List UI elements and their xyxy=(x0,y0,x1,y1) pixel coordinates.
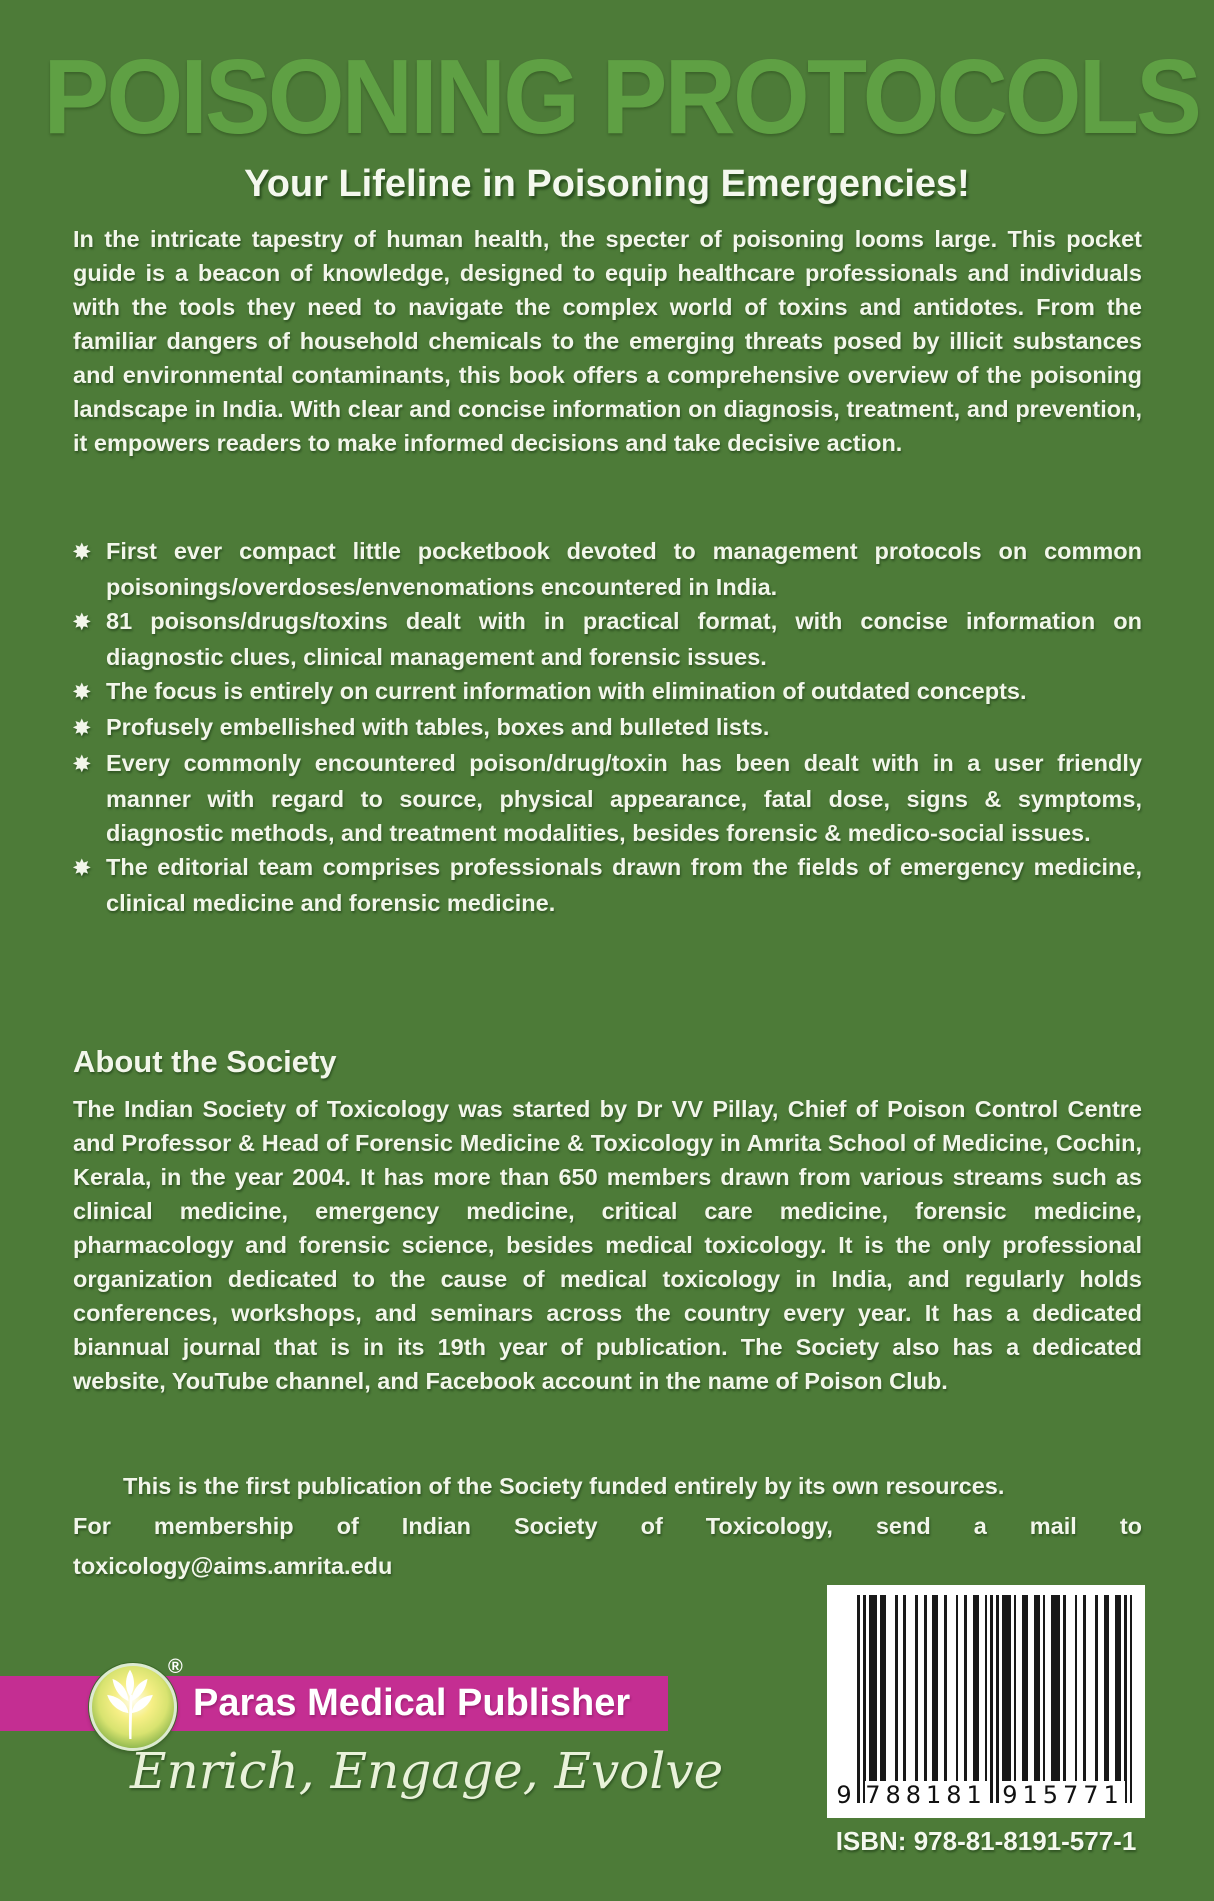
plant-leaves-logo-icon xyxy=(89,1663,177,1751)
isbn-text: ISBN: 978-81-8191-577-1 xyxy=(835,1826,1137,1856)
book-title-text: POISONING PROTOCOLS xyxy=(43,38,1200,156)
star-bullet-icon: ✸ xyxy=(73,681,91,704)
barcode-digit-group: 915771 xyxy=(1002,1781,1124,1809)
feature-text: The focus is entirely on current information with elimination of outdated concepts. xyxy=(106,678,1027,704)
barcode-digit-group: 788181 xyxy=(865,1781,987,1809)
star-bullet-icon: ✸ xyxy=(73,857,91,880)
feature-list xyxy=(73,534,1142,920)
feature-text: Profusely embellished with tables, boxes and bulleted lists. xyxy=(106,714,770,740)
star-bullet-icon: ✸ xyxy=(73,541,91,564)
feature-text: First ever compact little pocketbook devoted to management protocols on common poisonings/overdoses/envenomations encountered in India. xyxy=(106,538,1142,600)
contact-email: toxicology@aims.amrita.edu xyxy=(73,1553,393,1579)
publisher-tagline: Enrich, Engage, Evolve xyxy=(130,1742,724,1800)
feature-item xyxy=(73,604,1142,674)
star-bullet-icon: ✸ xyxy=(73,753,91,776)
feature-text: The editorial team comprises professionals drawn from the fields of emergency medicine, clinical medicine and forensic medicine. xyxy=(106,854,1142,916)
about-society-heading: About the Society xyxy=(73,1044,337,1079)
feature-item xyxy=(73,746,1142,850)
feature-item xyxy=(73,674,1142,710)
feature-item xyxy=(73,710,1142,746)
isbn-barcode xyxy=(827,1585,1145,1818)
feature-text: Every commonly encountered poison/drug/toxin has been dealt with in a user friendly manner with regard to source, physical appearance, fatal dose, signs & symptoms, diagnostic methods, and treatment modalities, besides forensic & medico-social issues. xyxy=(106,750,1142,846)
feature-text: 81 poisons/drugs/toxins dealt with in practical format, with concise information on diagnostic clues, clinical management and forensic issues. xyxy=(106,608,1142,670)
book-subtitle: Your Lifeline in Poisoning Emergencies! xyxy=(244,163,970,205)
feature-item xyxy=(73,534,1142,604)
star-bullet-icon: ✸ xyxy=(73,717,91,740)
intro-paragraph: In the intricate tapestry of human health, the specter of poisoning looms large. This pocket guide is a beacon of knowledge, designed to equip healthcare professionals and individuals with the tools they need to navigate the complex world of toxins and antidotes. From the familiar dangers of household chemicals to the emerging threats posed by illicit substances and environmental contaminants, this book offers a comprehensive overview of the poisoning landscape in India. With clear and concise information on diagnosis, treatment, and prevention, it empowers readers to make informed decisions and take decisive action. xyxy=(73,226,1142,456)
book-title xyxy=(0,38,1214,156)
publisher-name: Paras Medical Publisher xyxy=(193,1682,631,1724)
funding-line: This is the first publication of the Society funded entirely by its own resources. xyxy=(123,1473,1005,1499)
funding-line: For membership of Indian Society of Toxicology, send a mail to xyxy=(73,1513,1142,1539)
funding-paragraph xyxy=(73,1466,1142,1586)
registered-trademark-icon: ® xyxy=(168,1656,183,1678)
barcode-digit-group: 9 xyxy=(836,1781,852,1809)
feature-item xyxy=(73,850,1142,920)
about-society-paragraph: The Indian Society of Toxicology was started by Dr VV Pillay, Chief of Poison Control Centre and Professor & Head of Forensic Medicine & Toxicology in Amrita School of Medicine, Cochin, Kerala, in the year 2004. It has more than 650 members drawn from various streams such as clinical medicine, emergency medicine, critical care medicine, forensic medicine, pharmacology and forensic science, besides medical toxicology. It is the only professional organization dedicated to the cause of medical toxicology in India, and regularly holds conferences, workshops, and seminars across the country every year. It has a dedicated biannual journal that is in its 19th year of publication. The Society also has a dedicated website, YouTube channel, and Facebook account in the name of Poison Club. xyxy=(73,1096,1142,1394)
star-bullet-icon: ✸ xyxy=(73,611,91,634)
barcode-bars xyxy=(857,1595,1135,1803)
